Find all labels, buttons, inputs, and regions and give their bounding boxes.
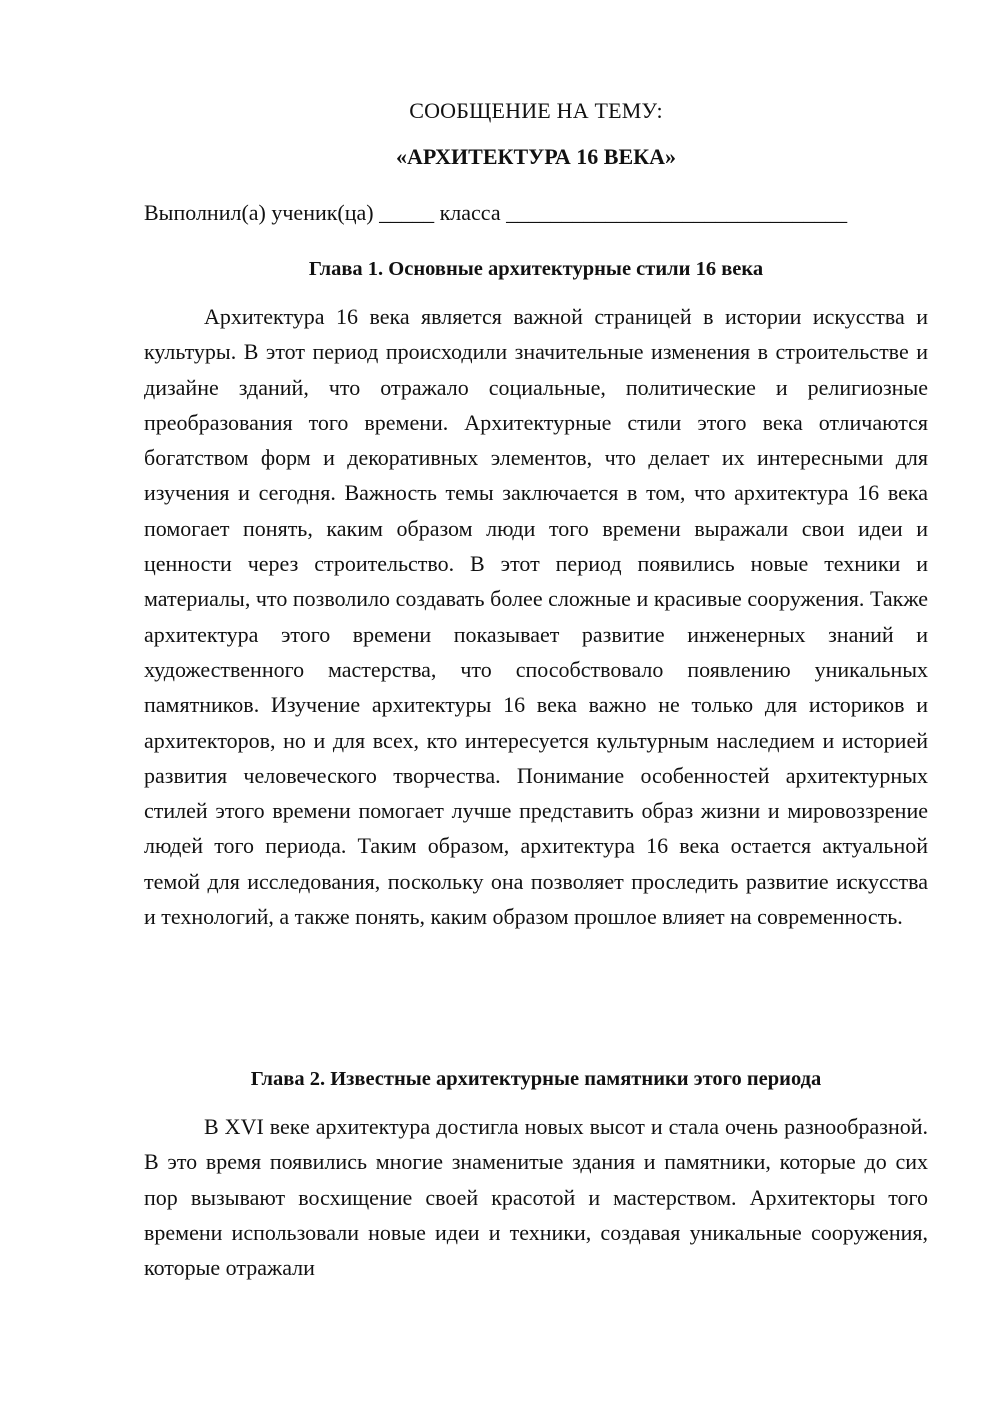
chapter-2-heading: Глава 2. Известные архитектурные памятники этого периода [250, 1068, 822, 1090]
document-title: СООБЩЕНИЕ НА ТЕМУ: [409, 98, 663, 123]
chapter-1-heading: Глава 1. Основные архитектурные стили 16 века [308, 258, 764, 280]
chapter-1-paragraph: Архитектура 16 века является важной страницей в истории искусства и культуры. В этот период происходили значительные изменения в строительстве и дизайне зданий, что отражало социальные, политические и религиозные преобразования того времени. Архитектурные стили этого века отличаются богатством форм и декоративных элементов, что делает их интересными для изучения и сегодня. Важность темы заключается в том, что архитектура 16 века помогает понять, каким образом люди того времени выражали свои идеи и ценности через строительство. В этот период появились новые техники и материалы, что позволило создавать более сложные и красивые сооружения. Также архитектура этого времени показывает развитие инженерных знаний и художественного мастерства, что способствовало появлению уникальных памятников. Изучение архитектуры 16 века важно не только для историков и архитекторов, но и для всех, кто интересуется культурным наследием и историей развития человеческого творчества. Понимание особенностей архитектурных стилей этого времени помогает лучше представить образ жизни и мировоззрение людей того периода. Таким образом, архитектура 16 века остается актуальной темой для исследования, поскольку она позволяет проследить развитие искусства и технологий, а также понять, каким образом прошлое влияет на современность. [144, 304, 928, 930]
author-line: Выполнил(а) ученик(ца) _____ класса _______________________________ [144, 200, 848, 225]
document-subtitle: «АРХИТЕКТУРА 16 ВЕКА» [396, 144, 676, 169]
chapter-2-paragraph: В XVI веке архитектура достигла новых высот и стала очень разнообразной. В это время появились многие знаменитые здания и памятники, которые до сих пор вызывают восхищение своей красотой и мастерством. Архитекторы того времени использовали новые идеи и техники, создавая уникальные сооружения, которые отражали [144, 1114, 928, 1281]
